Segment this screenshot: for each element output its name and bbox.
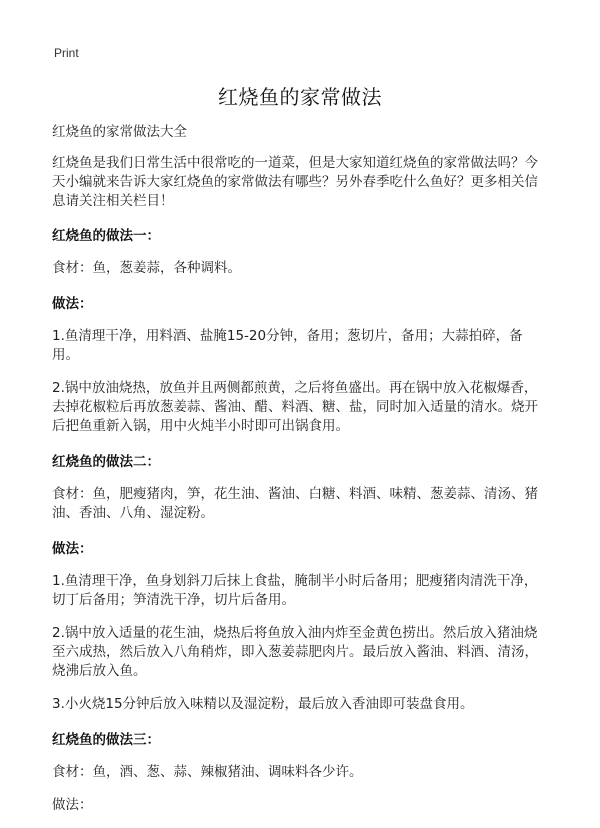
method2-steps-heading: 做法：	[52, 541, 93, 557]
method1-step2: 2.锅中放油烧热，放鱼并且两侧都煎黄，之后将鱼盛出。再在锅中放入花椒爆香，去掉花椒粒后再放葱姜蒜、酱油、醋、料酒、糖、盐，同时加入适量的清水。烧开后把鱼重新入锅，用中火炖半小时即可出锅食用。	[52, 380, 538, 434]
page-subtitle: 红烧鱼的家常做法大全	[52, 124, 187, 140]
method3-heading: 红烧鱼的做法三：	[52, 732, 160, 748]
method1-heading: 红烧鱼的做法一：	[52, 228, 160, 244]
method1-ingredients: 食材：鱼，葱姜蒜，各种调料。	[52, 260, 241, 276]
page-title: 红烧鱼的家常做法	[218, 85, 382, 109]
method2-heading: 红烧鱼的做法二：	[52, 454, 160, 470]
intro-paragraph: 红烧鱼是我们日常生活中很常吃的一道菜，但是大家知道红烧鱼的家常做法吗？今天小编就来告诉大家红烧鱼的家常做法有哪些？另外春季吃什么鱼好？更多相关信息请关注相关栏目！	[52, 155, 538, 209]
method1-steps-heading: 做法：	[52, 296, 93, 312]
method2-step1: 1.鱼清理干净，鱼身划斜刀后抹上食盐，腌制半小时后备用；肥瘦猪肉清洗干净，切丁后备用；笋清洗干净，切片后备用。	[52, 573, 538, 608]
method3-ingredients: 食材：鱼，酒、葱、蒜、辣椒猪油、调味料各少许。	[52, 764, 363, 780]
print-link[interactable]: Print	[54, 46, 79, 60]
method3-steps-heading: 做法：	[52, 797, 93, 813]
method2-step2: 2.锅中放入适量的花生油，烧热后将鱼放入油内炸至金黄色捞出。然后放入猪油烧至六成热，然后放入八角稍炸，即入葱姜蒜肥肉片。最后放入酱油、料酒、清汤，烧沸后放入鱼。	[52, 625, 538, 679]
method2-ingredients: 食材：鱼，肥瘦猪肉，笋，花生油、酱油、白糖、料酒、味精、葱姜蒜、清汤、猪油、香油、八角、湿淀粉。	[52, 486, 538, 521]
method2-step3: 3.小火烧15分钟后放入味精以及湿淀粉，最后放入香油即可装盘食用。	[52, 696, 474, 712]
method1-step1: 1.鱼清理干净，用料酒、盐腌15-20分钟，备用；葱切片，备用；大蒜拍碎，备用。	[52, 328, 523, 363]
